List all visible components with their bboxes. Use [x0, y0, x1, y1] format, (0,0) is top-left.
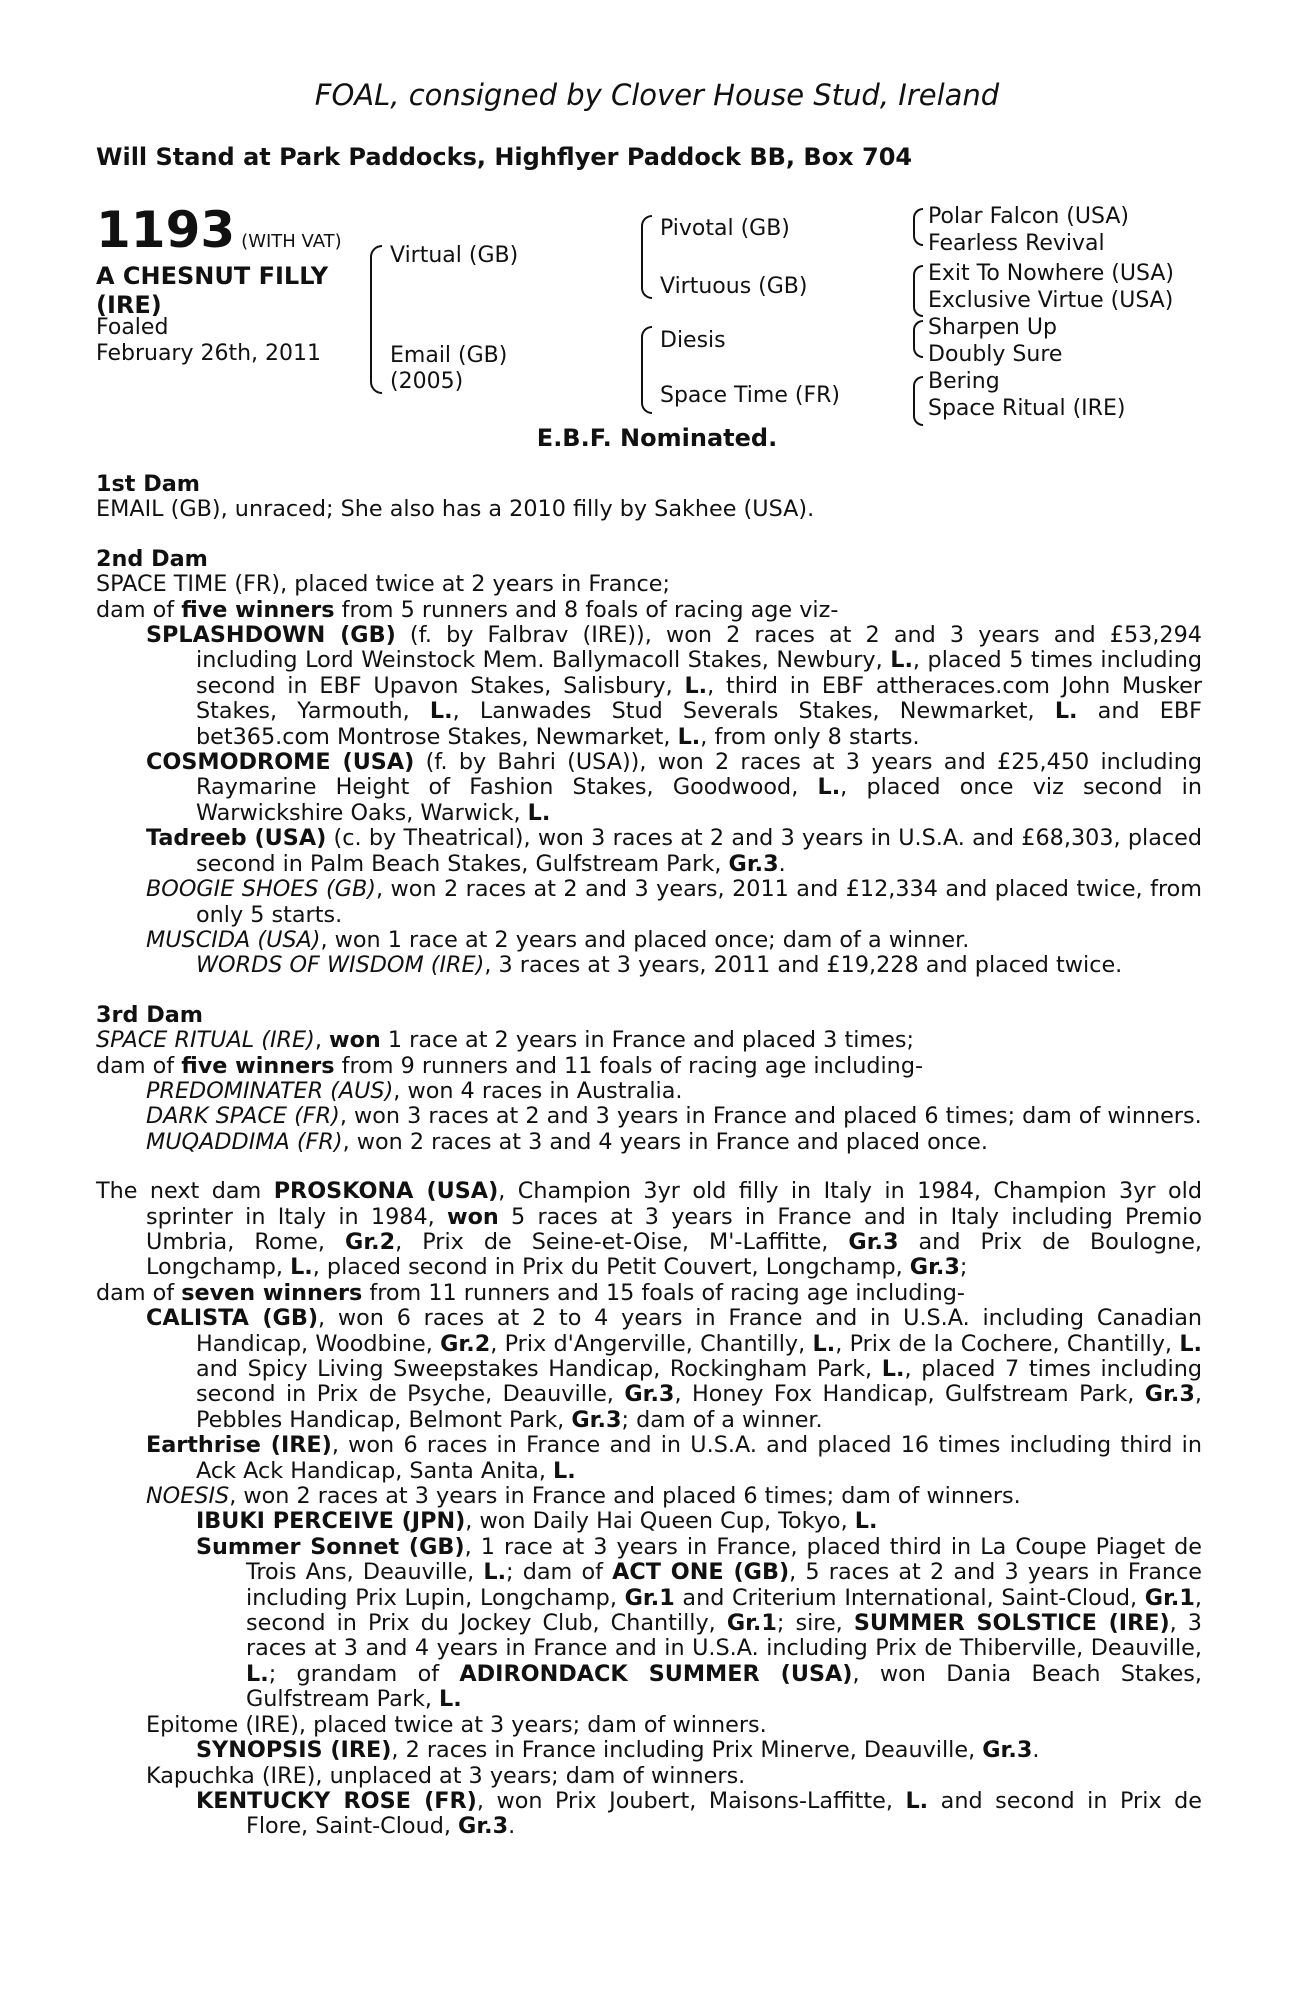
sss: Polar Falcon (USA) [928, 204, 1129, 229]
sire-sire: Pivotal (GB) [660, 216, 790, 241]
third-dam-heading: 3rd Dam [96, 1001, 204, 1028]
list-item: MUSCIDA (USA), won 1 race at 2 years and placed once; dam of a winner. [146, 926, 970, 953]
ssd: Fearless Revival [928, 231, 1105, 256]
list-item: Earthrise (IRE), won 6 races in France and in U.S.A. and placed 16 times including third in Ack Ack Handicap, Santa Anita, L. [146, 1432, 1202, 1484]
sire: Virtual (GB) [390, 243, 519, 268]
list-item: MUQADDIMA (FR), won 2 races at 3 and 4 years in France and placed once. [146, 1128, 988, 1155]
consignment-line: FOAL, consigned by Clover House Stud, Ireland [314, 78, 1000, 112]
list-item: IBUKI PERCEIVE (JPN), won Daily Hai Queen Cup, Tokyo, L. [196, 1508, 878, 1535]
list-item: BOOGIE SHOES (GB), won 2 races at 2 and 3 years, 2011 and £12,334 and placed twice, from only 5 starts. [146, 876, 1202, 928]
list-item: NOESIS, won 2 races at 3 years in France and placed 6 times; dam of winners. [146, 1483, 1021, 1510]
first-dam-heading: 1st Dam [96, 471, 200, 497]
dam-sire: Diesis [660, 328, 726, 353]
next-dam-paragraph: The next dam PROSKONA (USA), Champion 3yr old filly in Italy in 1984, Champion 3yr old sprinter in Italy in 1984, won 5 races at 3 years in France and in Italy including Premio Umbria, Rome, Gr.2, Prix de Seine-et-Oise, M'-Laffitte, Gr.3 and Prix de Boulogne, Longchamp, L., placed second in Prix du Petit Couvert, Longchamp, Gr.3; [96, 1178, 1203, 1281]
third-dam-line2: dam of five winners from 9 runners and 11 foals of racing age including- [96, 1052, 924, 1079]
catalogue-body [96, 472, 1202, 1840]
list-item: DARK SPACE (FR), won 3 races at 2 and 3 years in France and placed 6 times; dam of winners. [146, 1103, 1202, 1130]
dss: Sharpen Up [928, 315, 1057, 340]
ddd: Space Ritual (IRE) [928, 396, 1126, 421]
list-item: SYNOPSIS (IRE), 2 races in France including Prix Minerve, Deauville, Gr.3. [196, 1737, 1040, 1764]
first-dam-text: EMAIL (GB), unraced; She also has a 2010 filly by Sakhee (USA). [96, 496, 815, 523]
dsd: Doubly Sure [928, 342, 1063, 367]
lot-number: 1193 (WITH VAT) [96, 201, 342, 259]
list-item: WORDS OF WISDOM (IRE), 3 races at 3 years, 2011 and £19,228 and placed twice. [196, 952, 1123, 979]
dam-year: (2005) [390, 369, 464, 394]
ebf-nominated: E.B.F. Nominated. [536, 424, 778, 452]
list-item: COSMODROME (USA) (f. by Bahri (USA)), won 2 races at 3 years and £25,450 including Raymarine Height of Fashion Stakes, Goodwood, L., placed once viz second in Warwickshire Oaks, Warwick, L. [146, 749, 1203, 826]
list-item: PREDOMINATER (AUS), won 4 races in Australia. [146, 1077, 683, 1104]
list-item: Tadreeb (USA) (c. by Theatrical), won 3 races at 2 and 3 years in U.S.A. and £68,303, placed second in Palm Beach Stakes, Gulfstream Park, Gr.3. [146, 825, 1202, 877]
sdd: Exclusive Virtue (USA) [928, 288, 1174, 313]
second-dam-line2: dam of five winners from 5 runners and 8 foals of racing age viz- [96, 596, 839, 623]
dam: Email (GB) [390, 343, 508, 368]
second-dam-line1: SPACE TIME (FR), placed twice at 2 years in France; [96, 571, 671, 598]
next-dam-line2: dam of seven winners from 11 runners and 15 foals of racing age including- [96, 1279, 965, 1306]
list-item: KENTUCKY ROSE (FR), won Prix Joubert, Maisons-Laffitte, L. and second in Prix de Flore, Saint-Cloud, Gr.3. [196, 1787, 1202, 1840]
list-item: CALISTA (GB), won 6 races at 2 to 4 years in France and in U.S.A. including Canadian Handicap, Woodbine, Gr.2, Prix d'Angerville, Chantilly, L., Prix de la Cochere, Chantilly, L. and Spicy Living Sweepstakes Handicap, Rockingham Park, L., placed 7 times including second in Prix de Psyche, Deauville, Gr.3, Honey Fox Handicap, Gulfstream Park, Gr.3, Pebbles Handicap, Belmont Park, Gr.3; dam of a winner. [146, 1305, 1203, 1433]
list-item: SPLASHDOWN (GB) (f. by Falbrav (IRE)), won 2 races at 2 and 3 years and £53,294 including Lord Weinstock Mem. Ballymacoll Stakes, Newbury, L., placed 5 times including second in EBF Upavon Stakes, Salisbury, L., third in EBF attheraces.com John Musker Stakes, Yarmouth, L., Lanwades Stud Severals Stakes, Newmarket, L. and EBF bet365.com Montrose Stakes, Newmarket, L., from only 8 starts. [146, 622, 1202, 750]
lot-description: A CHESNUT FILLY (IRE) [96, 262, 329, 319]
sds: Exit To Nowhere (USA) [928, 261, 1174, 286]
foaled-date: Foaled February 26th, 2011 [96, 315, 322, 366]
dam-dam: Space Time (FR) [660, 383, 840, 408]
third-dam-line1: SPACE RITUAL (IRE), won 1 race at 2 years in France and placed 3 times; [96, 1027, 914, 1054]
stand-location: Will Stand at Park Paddocks, Highflyer Paddock BB, Box 704 [96, 143, 913, 171]
second-dam-heading: 2nd Dam [96, 545, 208, 572]
vat-note: (WITH VAT) [241, 231, 342, 252]
sire-dam: Virtuous (GB) [660, 274, 808, 299]
list-item: Epitome (IRE), placed twice at 3 years; dam of winners. [146, 1711, 767, 1738]
list-item: Summer Sonnet (GB), 1 race at 3 years in France, placed third in La Coupe Piaget de Trois Ans, Deauville, L.; dam of ACT ONE (GB), 5 races at 2 and 3 years in France including Prix Lupin, Longchamp, Gr.1 and Criterium International, Saint-Cloud, Gr.1, second in Prix du Jockey Club, Chantilly, Gr.1; sire, SUMMER SOLSTICE (IRE), 3 races at 3 and 4 years in France and in U.S.A. including Prix de Thiberville, Deauville, L.; grandam of ADIRONDACK SUMMER (USA), won Dania Beach Stakes, Gulfstream Park, L. [196, 1533, 1202, 1713]
dds: Bering [928, 369, 1000, 394]
list-item: Kapuchka (IRE), unplaced at 3 years; dam of winners. [146, 1762, 746, 1789]
